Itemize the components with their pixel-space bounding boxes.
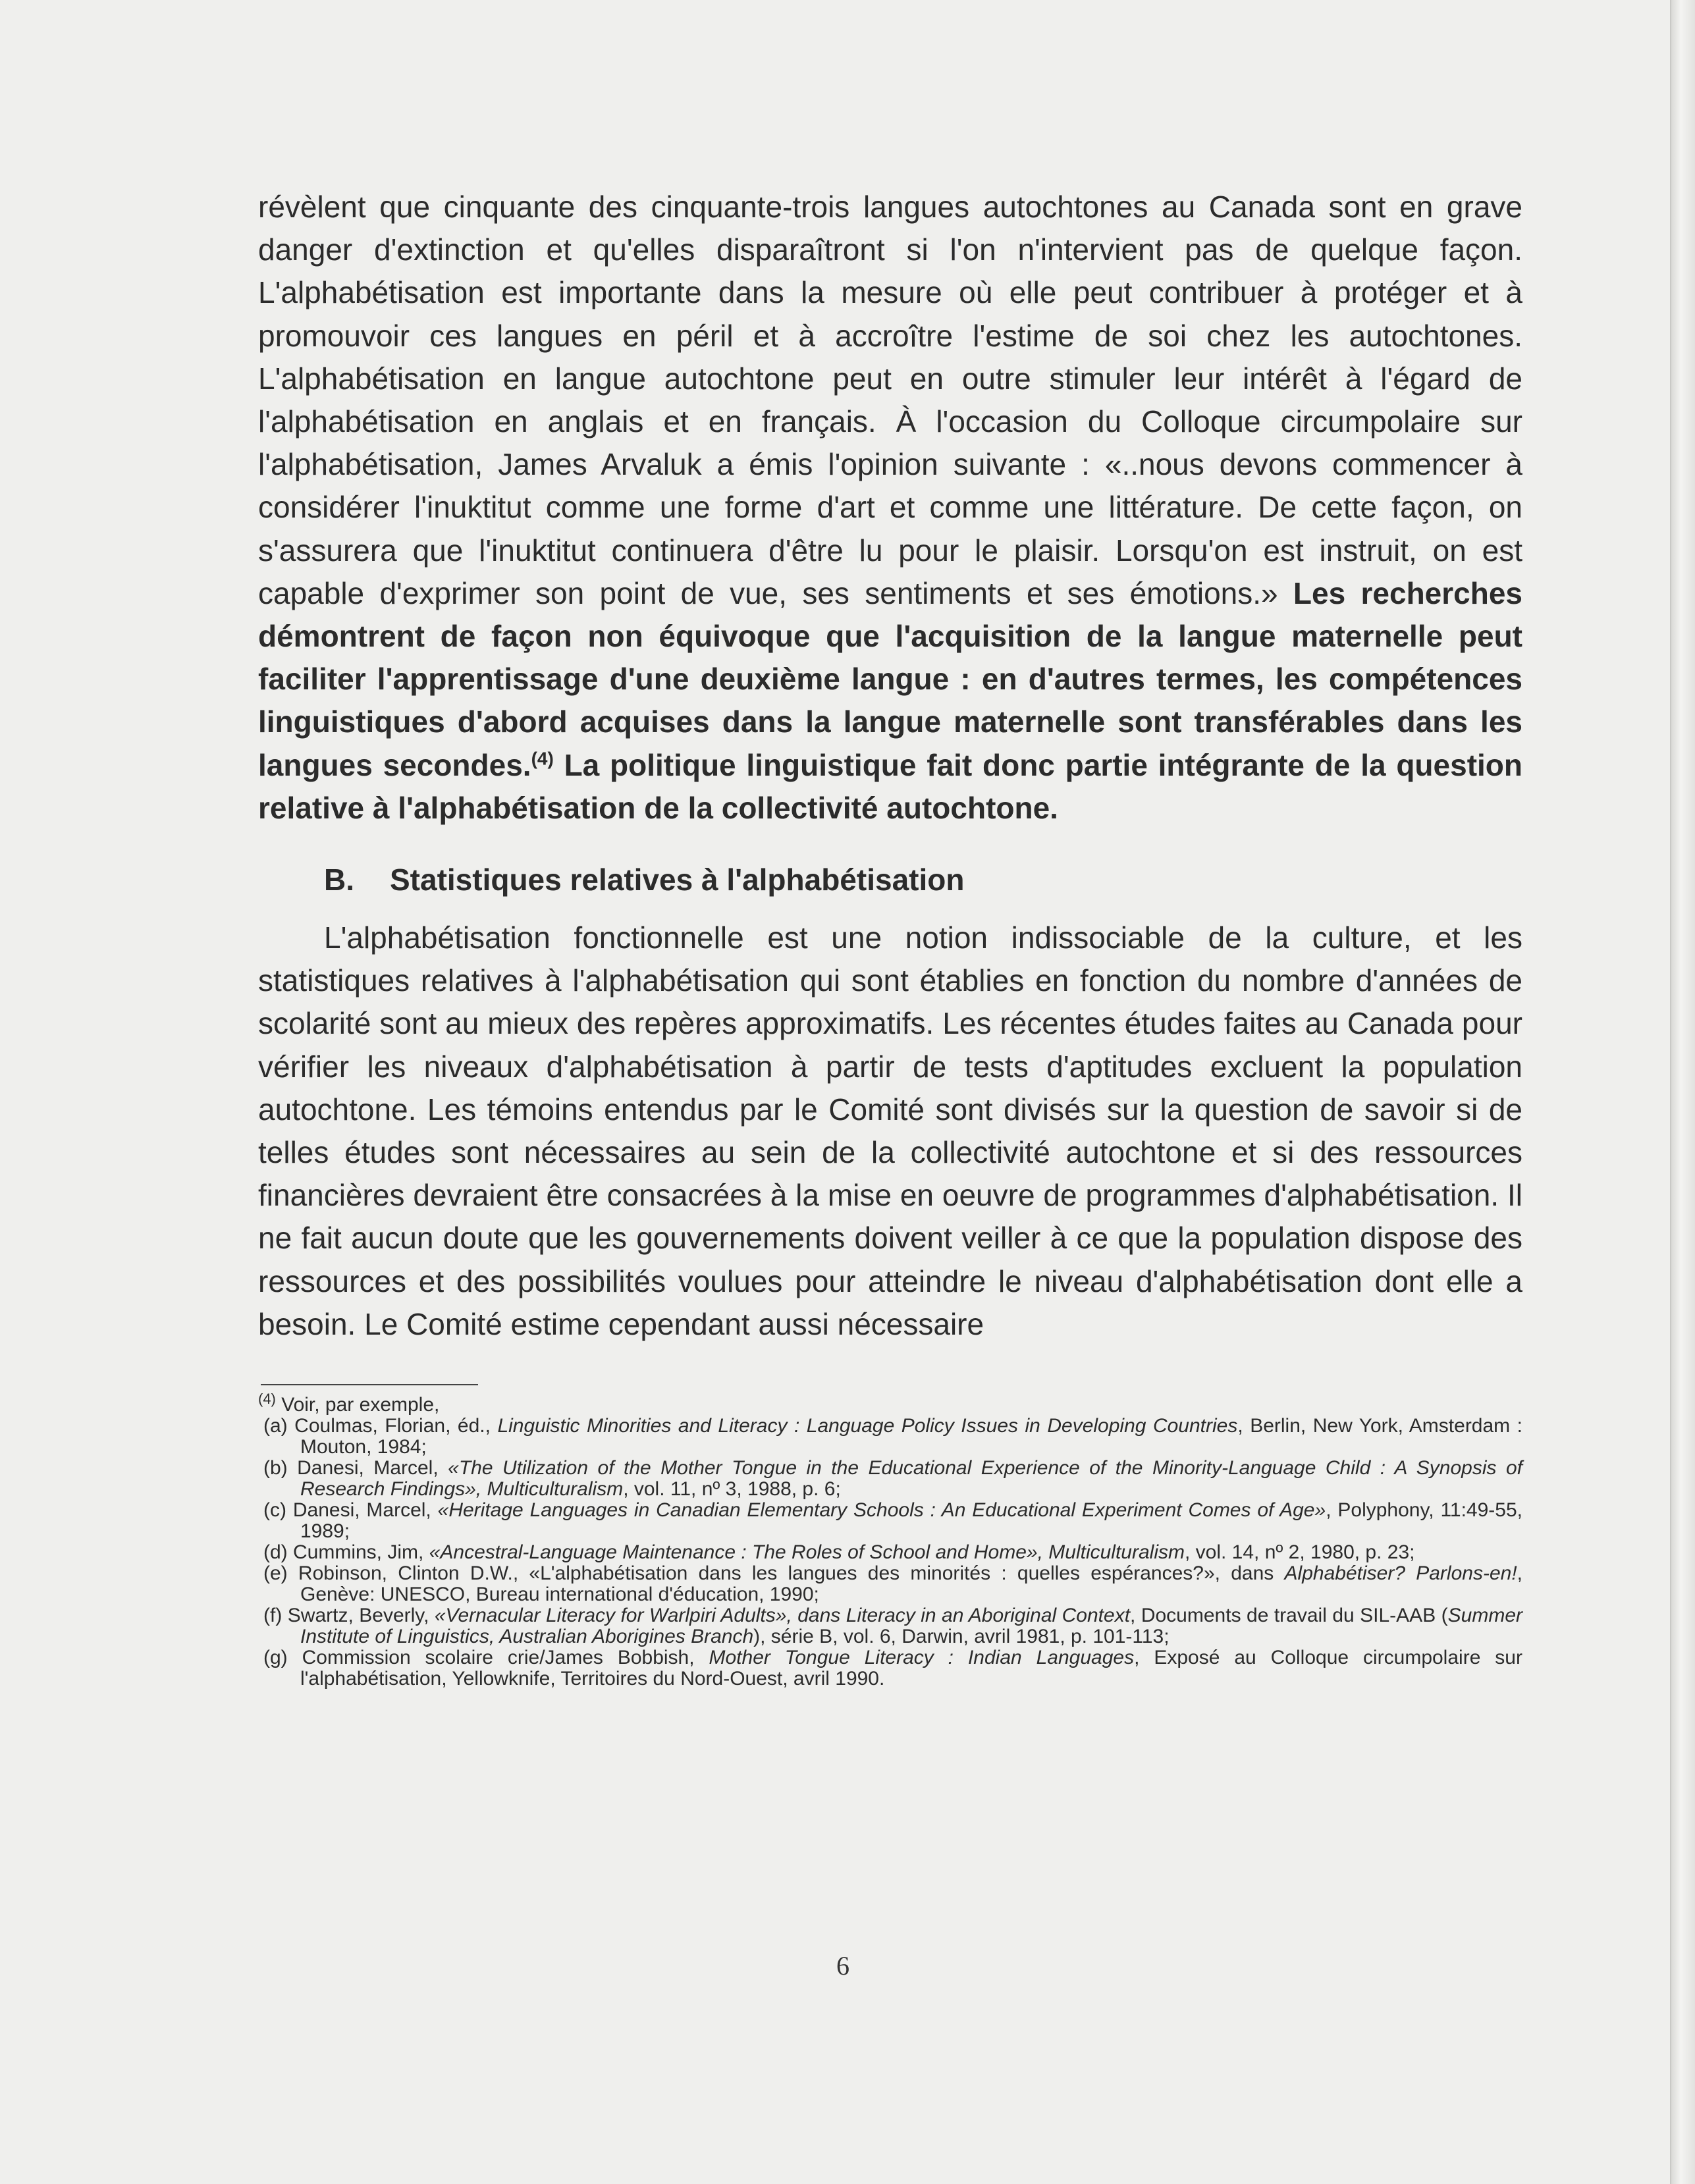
footnote-p1: Coulmas, Florian, éd., [287, 1415, 498, 1437]
footnote-label: (d) [263, 1541, 288, 1564]
footnote-p1: Cummins, Jim, [287, 1541, 429, 1564]
footnote-p2: , Berlin, New York, Amsterdam : Mouton, 1984; [300, 1415, 1523, 1458]
footnote-label: (f) [263, 1605, 282, 1627]
page-number: 6 [836, 1951, 849, 1981]
footnote-item [258, 1500, 1522, 1542]
footnote-p1: Swartz, Beverly, [282, 1605, 435, 1627]
footnote-intro-text: Voir, par exemple, [275, 1394, 440, 1416]
footnote-it1: «The Utilization of the Mother Tongue in the Educational Experience of the Minority-Language Child : A Synopsis of Research Findings», Multiculturalism [300, 1457, 1522, 1501]
footnote-label: (a) [263, 1415, 288, 1437]
footnote-p1: Danesi, Marcel, [287, 1457, 448, 1479]
paragraph-statistics: L'alphabétisation fonctionnelle est une notion indissociable de la culture, et les statistiques relatives à l'alphabétisation qui sont établies en fonction du nombre d'années de scolarité sont au mieux des repères approximatifs. Les récentes études faites au Canada pour vérifier les niveaux d'alphabétisation à partir de tests d'aptitudes excluent la population autochtone. Les témoins entendus par le Comité sont divisés sur la question de savoir si de telles études sont nécessaires au sein de la collectivité autochtone et si des ressources financières devraient être consacrées à la mise en oeuvre de programmes d'alphabétisation. Il ne fait aucun doute que les gouvernements doivent veiller à ce que la population dispose des ressources et des possibilités voulues pour atteindre le niveau d'alphabétisation dont elle a besoin. Le Comité estime cependant aussi nécessaire [258, 920, 1522, 1341]
footnote-it1: Linguistic Minorities and Literacy : Language Policy Issues in Developing Countries [497, 1415, 1238, 1437]
footnote-list [258, 1416, 1522, 1690]
page-edge-shadow [1670, 0, 1695, 2184]
footnote-p2: , Exposé au Colloque circumpolaire sur l'alphabétisation, Yellowknife, Territoires du Nord-Ouest, avril 1990. [300, 1647, 1522, 1690]
footnote-marker: (4) [258, 1391, 276, 1408]
paragraph-emphasis-continued: La politique linguistique fait donc partie intégrante de la question relative à l'alphabétisation de la collectivité autochtone. [258, 747, 1522, 825]
footnote-p2: , Documents de travail du SIL-AAB ( [1130, 1605, 1448, 1627]
section-title: Statistiques relatives à l'alphabétisation [390, 863, 965, 897]
footnote-label: (b) [263, 1457, 288, 1479]
footnote-reference: (4) [531, 748, 554, 769]
paragraph-literacy-languages [258, 186, 1522, 830]
section-heading [324, 860, 1522, 899]
footnote-p2: , vol. 11, nº 3, 1988, p. 6; [623, 1478, 841, 1501]
footnote-p1: Robinson, Clinton D.W., «L'alphabétisation dans les langues des minorités : quelles espérances?», dans [287, 1562, 1285, 1585]
footnote-item [258, 1542, 1522, 1563]
footnote-intro [258, 1391, 1522, 1416]
footnote-item [258, 1605, 1522, 1647]
footnote-separator [261, 1384, 478, 1385]
footnote-p2: , vol. 14, nº 2, 1980, p. 23; [1184, 1541, 1415, 1564]
section-number: B. [324, 863, 354, 897]
footnote-item [258, 1458, 1522, 1500]
footnotes [258, 1391, 1523, 1690]
footnote-it1: Mother Tongue Literacy : Indian Languages [709, 1647, 1135, 1669]
paragraph-emphasis: Les recherches démontrent de façon non équivoque que l'acquisition de la langue maternelle peut faciliter l'apprentissage d'une deuxième langue : en d'autres termes, les compétences linguistiques d'abord acquises dans la langue maternelle sont transférables dans les langues secondes. [258, 575, 1523, 782]
footnote-p2: , Polyphony, 11:49-55, 1989; [300, 1499, 1522, 1543]
footnote-label: (c) [263, 1499, 286, 1522]
footnote-p2: , Genève: UNESCO, Bureau international d'éducation, 1990; [300, 1562, 1522, 1606]
footnote-label: (g) [263, 1647, 288, 1669]
footnote-p3: ), série B, vol. 6, Darwin, avril 1981, p. 101-113; [753, 1626, 1170, 1648]
footnote-item [258, 1563, 1522, 1605]
footnote-label: (e) [263, 1562, 288, 1585]
footnote-it1: «Ancestral-Language Maintenance : The Roles of School and Home», Multiculturalism [429, 1541, 1185, 1564]
footnote-it1: «Heritage Languages in Canadian Elementary Schools : An Educational Experiment Comes of Age» [437, 1499, 1326, 1522]
page-body [258, 186, 1522, 1690]
footnote-item [258, 1647, 1522, 1690]
footnote-p1: Danesi, Marcel, [286, 1499, 438, 1522]
footnote-it2: Summer Institute of Linguistics, Australian Aborigines Branch [300, 1605, 1523, 1648]
footnote-item [258, 1416, 1522, 1458]
paragraph-text: révèlent que cinquante des cinquante-trois langues autochtones au Canada sont en grave danger d'extinction et qu'elles disparaîtront si l'on n'intervient pas de quelque façon. L'alphabétisation est importante dans la mesure où elle peut contribuer à protéger et à promouvoir ces langues en péril et à accroître l'estime de soi chez les autochtones. L'alphabétisation en langue autochtone peut en outre stimuler leur intérêt à l'égard de l'alphabétisation en anglais et en français. À l'occasion du Colloque circumpolaire sur l'alphabétisation, James Arvaluk a émis l'opinion suivante : «..nous devons commencer à considérer l'inuktitut comme une forme d'art et comme une littérature. De cette façon, on s'assurera que l'inuktitut continuera d'être lu pour le plaisir. Lorsqu'on est instruit, on est capable d'exprimer son point de vue, ses sentiments et ses émotions.» [258, 190, 1522, 610]
footnote-it1: Alphabétiser? Parlons-en! [1284, 1562, 1517, 1585]
footnote-p1: Commission scolaire crie/James Bobbish, [287, 1647, 709, 1669]
footnote-it1: «Vernacular Literacy for Warlpiri Adults», dans Literacy in an Aboriginal Context [434, 1605, 1131, 1627]
